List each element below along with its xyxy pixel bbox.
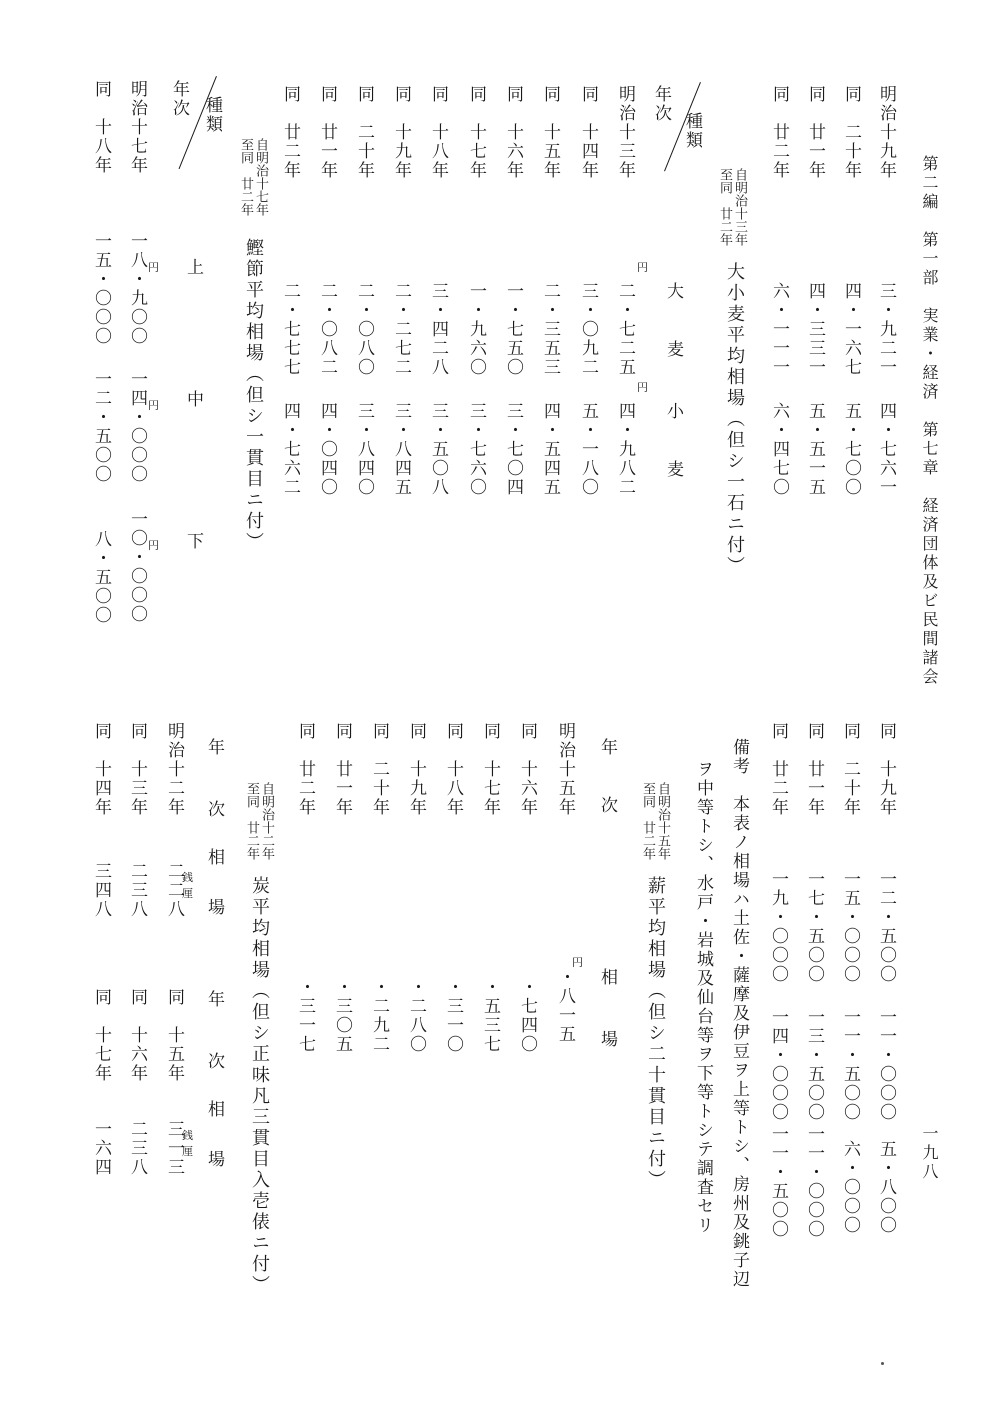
scan-speck	[881, 1362, 884, 1365]
table-cell: 三・〇九二	[578, 282, 598, 377]
table-cell: 二三八	[127, 1120, 147, 1177]
unit-rin: 厘	[182, 1145, 193, 1158]
table-cell: ・三一〇	[443, 978, 463, 1054]
table-cell: 三・八四五	[391, 402, 411, 497]
table-cell: 四・七六一	[876, 402, 896, 497]
table-cell: 三四八	[91, 862, 111, 919]
column-header-wheat: 小 麦	[663, 402, 683, 489]
table-cell: 三・五〇八	[428, 402, 448, 497]
table-row-year: 同 二十年	[841, 85, 861, 180]
table-cell: ・五三七	[480, 978, 500, 1054]
unit-yen: 円	[148, 399, 159, 412]
table-cell: 一七・五〇〇	[804, 870, 824, 984]
table-cell: 一・七五〇	[503, 282, 523, 377]
table-cell: 二二八	[164, 862, 184, 919]
table-row-year: 同 廿二年	[280, 85, 300, 180]
table-row-year: 同 十三年	[127, 722, 147, 817]
table-cell: 二・七七七	[280, 282, 300, 377]
period-from: 自明治十七年	[253, 138, 268, 216]
table-row-year: 同 廿一年	[332, 722, 352, 817]
table-title: 大小麦平均相場（但シ一石ニ付）	[724, 262, 745, 577]
table-row-year: 同 十八年	[91, 80, 111, 175]
table-cell: 四・一六七	[841, 282, 861, 377]
table-cell: 一一・〇〇〇	[804, 1125, 824, 1239]
table-cell: 一一・五〇〇	[768, 1125, 788, 1239]
table-cell: 六・四七〇	[769, 402, 789, 497]
column-header-price: 相 場	[204, 848, 224, 923]
table-cell: 五・七〇〇	[841, 402, 861, 497]
table-title: 鰹節平均相場（但シ一貫目ニ付）	[243, 238, 264, 553]
column-header-upper: 上	[183, 258, 203, 277]
table-cell: 一二・五〇〇	[876, 870, 896, 984]
table-cell: 一九・〇〇〇	[768, 870, 788, 984]
column-header-price: 相 場	[597, 968, 617, 1061]
table-row-year: 明治十五年	[555, 722, 575, 817]
table-row-year: 同 十五年	[164, 988, 184, 1083]
table-cell: 八・五〇〇	[91, 530, 111, 625]
column-header-year: 年 次	[204, 990, 224, 1083]
table-row-year: 同 廿二年	[295, 722, 315, 817]
table-row-year: 同 十七年	[91, 988, 111, 1083]
table-row-year: 同 二十年	[369, 722, 389, 817]
table-row-year: 同 十七年	[466, 85, 486, 180]
table-title: 炭平均相場（但シ正味凡三貫目入壱俵ニ付）	[249, 876, 270, 1296]
table-cell: 三・七〇四	[503, 402, 523, 497]
period-to: 至同 廿二年	[640, 782, 655, 860]
table-cell: 三・七六〇	[466, 402, 486, 497]
table-cell: 一八・九〇〇	[127, 232, 147, 346]
table-cell: 一三・五〇〇	[804, 1008, 824, 1122]
unit-yen: 円	[637, 261, 648, 274]
table-row-year: 同 廿一年	[317, 85, 337, 180]
column-header-year: 年 次	[204, 738, 224, 831]
column-header-year: 年 次	[597, 738, 617, 825]
table-cell: 一五・〇〇〇	[840, 870, 860, 984]
table-row-year: 明治十三年	[615, 85, 635, 180]
table-cell: ・二九二	[369, 978, 389, 1054]
unit-yen: 円	[148, 539, 159, 552]
table-cell: 三・八四〇	[354, 402, 374, 497]
table-row-year: 同 十六年	[503, 85, 523, 180]
table-row-year: 明治十二年	[164, 722, 184, 817]
table-cell: ・八一五	[555, 968, 575, 1044]
unit-sen: 銭	[182, 871, 193, 884]
table-row-year: 同 十四年	[91, 722, 111, 817]
table-row-year: 同 二十年	[354, 85, 374, 180]
period-from: 自明治十三年	[732, 168, 747, 246]
column-header-lower: 下	[183, 532, 203, 551]
table-cell: 五・一八〇	[578, 402, 598, 497]
table-cell: 四・九八二	[615, 402, 635, 497]
table-cell: 一六四	[91, 1120, 111, 1177]
table-cell: 五・五一五	[805, 402, 825, 497]
table-cell: 一〇・〇〇〇	[127, 510, 147, 624]
table-cell: 三・四二八	[428, 282, 448, 377]
table-cell: 一四・〇〇〇	[768, 1008, 788, 1122]
period-to: 至同 廿二年	[717, 168, 732, 246]
table-row-year: 同 十九年	[406, 722, 426, 817]
period-to: 至同 廿二年	[244, 782, 259, 860]
table-cell: 二・七二五	[615, 282, 635, 377]
table-cell: ・七四〇	[517, 978, 537, 1054]
period-to: 至同 廿二年	[238, 138, 253, 216]
table-title: 薪平均相場（但シ二十貫目ニ付）	[645, 876, 666, 1191]
table-row-year: 明治十七年	[127, 80, 147, 175]
table-cell: 六・〇〇〇	[840, 1140, 860, 1235]
column-header-price: 相 場	[204, 1100, 224, 1175]
table-cell: 二・〇八〇	[354, 282, 374, 377]
note-line-1: 備考 本表ノ相場ハ土佐・薩摩及伊豆ヲ上等トシ、房州及銚子辺	[729, 738, 749, 1289]
unit-yen: 円	[148, 261, 159, 274]
table-cell: 四・五四五	[540, 402, 560, 497]
running-title: 第二編 第一部 実業・経済 第七章 経済団体及ビ民間諸会	[920, 155, 939, 687]
table-row-year: 同 廿一年	[804, 722, 824, 817]
column-header-year: 年次	[651, 85, 671, 123]
table-row-year: 同 十六年	[517, 722, 537, 817]
table-cell: 一・九六〇	[466, 282, 486, 377]
table-row-year: 同 廿二年	[769, 85, 789, 180]
table-row-year: 同 十五年	[540, 85, 560, 180]
table-cell: ・二八〇	[406, 978, 426, 1054]
column-header-kind: 種類	[682, 112, 702, 150]
table-cell: 二・三五三	[540, 282, 560, 377]
column-header-middle: 中	[183, 390, 203, 409]
table-cell: 二・〇八二	[317, 282, 337, 377]
table-cell: ・三一七	[295, 978, 315, 1054]
table-row-year: 同 十九年	[391, 85, 411, 180]
unit-sen: 銭	[182, 1129, 193, 1142]
table-row-year: 同 廿二年	[768, 722, 788, 817]
table-row-year: 同 十四年	[578, 85, 598, 180]
unit-yen: 円	[637, 381, 648, 394]
table-cell: 二・二七二	[391, 282, 411, 377]
table-cell: 四・七六二	[280, 402, 300, 497]
table-row-year: 明治十九年	[876, 85, 896, 180]
table-cell: 一四・〇〇〇	[127, 370, 147, 484]
note-line-2: ヲ中等トシ、水戸・岩城及仙台等ヲ下等トシテ調査セリ	[693, 760, 713, 1235]
column-header-year: 年次	[169, 80, 189, 118]
table-cell: 三・九二一	[876, 282, 896, 377]
table-cell: 四・三三一	[805, 282, 825, 377]
table-row-year: 同 二十年	[840, 722, 860, 817]
column-header-kind: 種類	[202, 96, 222, 134]
table-cell: ・三〇五	[332, 978, 352, 1054]
table-row-year: 同 十九年	[876, 722, 896, 817]
table-cell: 五・八〇〇	[876, 1140, 896, 1235]
table-cell: 一二・五〇〇	[91, 370, 111, 484]
table-cell: 一一・〇〇〇	[876, 1008, 896, 1122]
unit-rin: 厘	[182, 887, 193, 900]
table-cell: 一五・〇〇〇	[91, 232, 111, 346]
period-from: 自明治十五年	[655, 782, 670, 860]
table-row-year: 同 十七年	[480, 722, 500, 817]
column-header-barley: 大 麦	[663, 282, 683, 369]
period-from: 自明治十二年	[259, 782, 274, 860]
table-row-year: 同 十八年	[428, 85, 448, 180]
table-cell: 三一三	[164, 1120, 184, 1177]
table-row-year: 同 十六年	[127, 988, 147, 1083]
unit-yen: 円	[572, 956, 583, 969]
page-number: 一九八	[920, 1125, 939, 1182]
table-cell: 六・一一一	[769, 282, 789, 377]
table-cell: 一一・五〇〇	[840, 1008, 860, 1122]
table-row-year: 同 十八年	[443, 722, 463, 817]
table-cell: 二三八	[127, 862, 147, 919]
table-cell: 四・〇四〇	[317, 402, 337, 497]
table-row-year: 同 廿一年	[805, 85, 825, 180]
